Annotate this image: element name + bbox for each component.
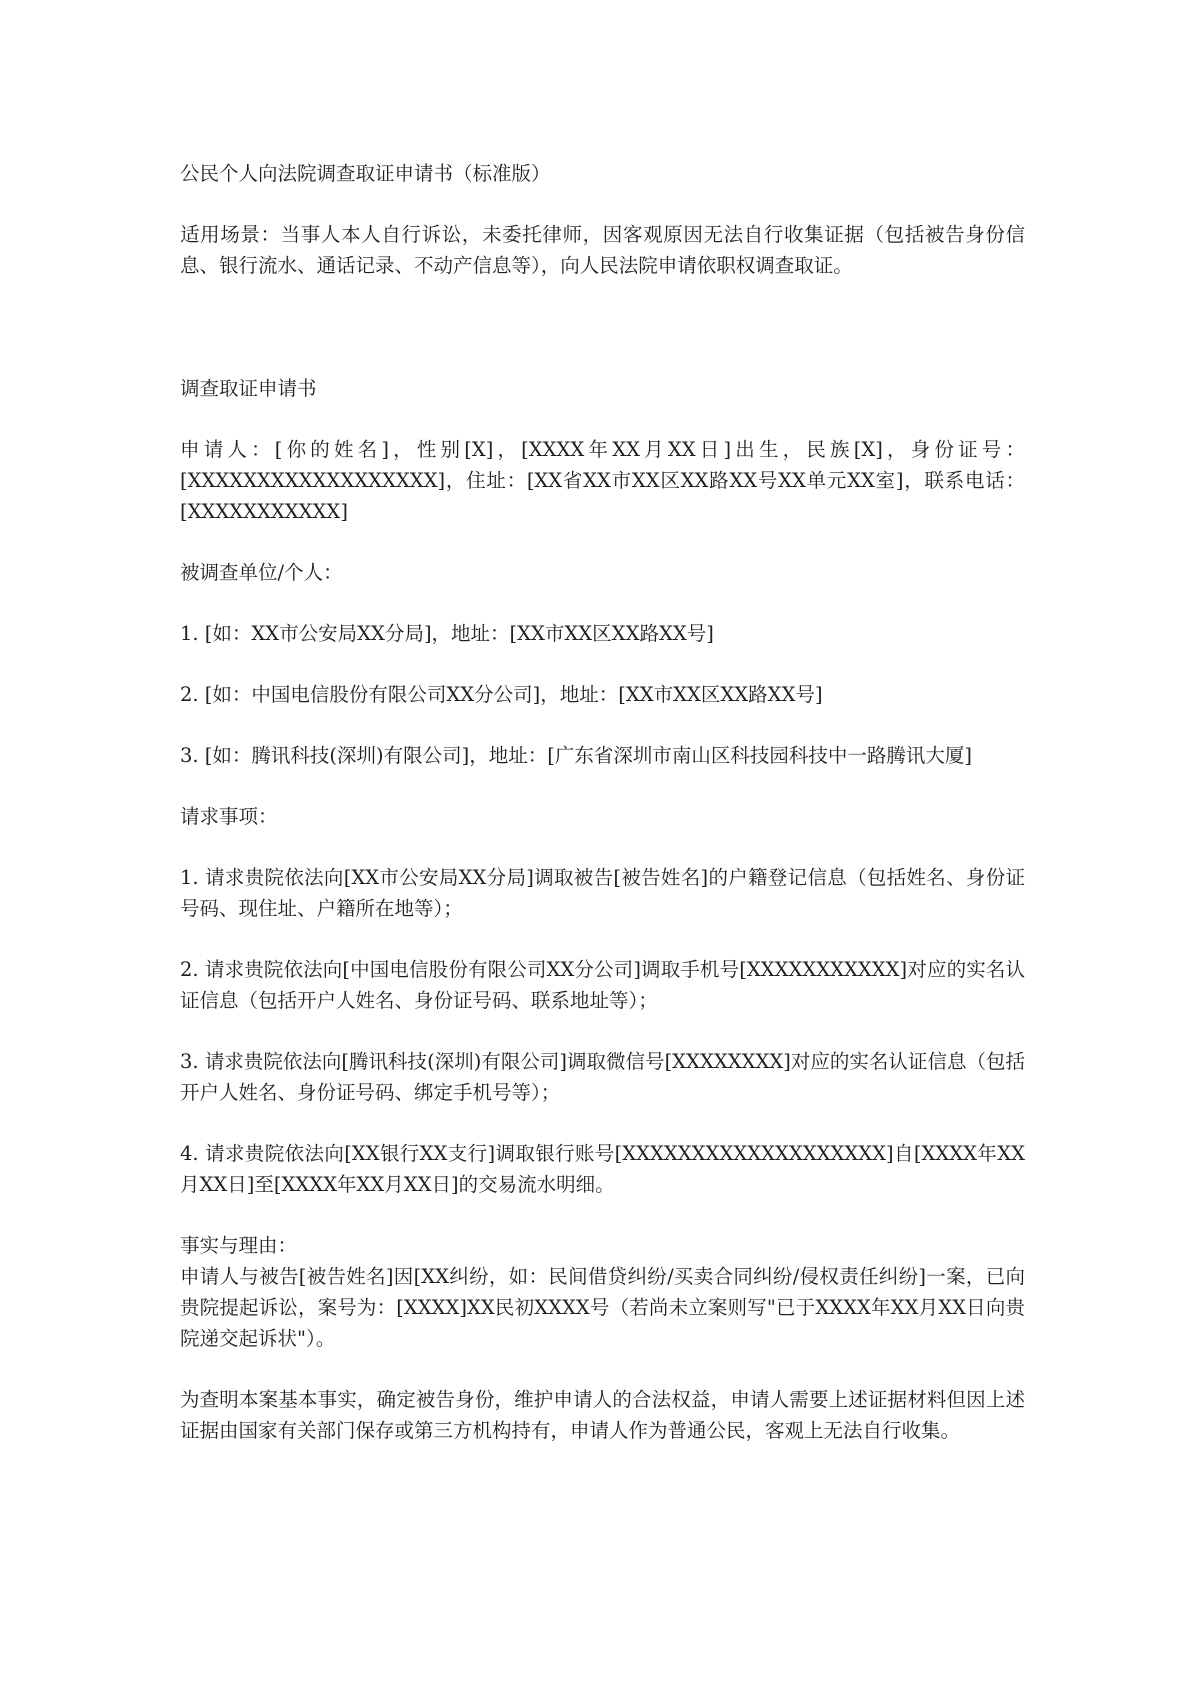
- facts-paragraph: 申请人与被告[被告姓名]因[XX纠纷，如：民间借贷纠纷/买卖合同纠纷/侵权责任纠纷]一案，已向贵院提起诉讼，案号为：[XXXX]XX民初XXXX号（若尚未立案则写"已于XXXX年XX月XX日向贵院递交起诉状"）。: [180, 1265, 1025, 1350]
- document-page: [180, 150, 1025, 1446]
- request-item: 1. 请求贵院依法向[XX市公安局XX分局]调取被告[被告姓名]的户籍登记信息（包括姓名、身份证号码、现住址、户籍所在地等）；: [180, 866, 1025, 920]
- investigated-item: 1. [如：XX市公安局XX分局]，地址：[XX市XX区XX路XX号]: [180, 622, 714, 645]
- facts-heading: 事实与理由：: [180, 1234, 298, 1257]
- investigated-item: 3. [如：腾讯科技(深圳)有限公司]，地址：[广东省深圳市南山区科技园科技中一路腾讯大厦]: [180, 744, 972, 767]
- requests-heading: 请求事项：: [180, 805, 278, 828]
- document-main-title: 公民个人向法院调查取证申请书（标准版）: [180, 162, 551, 185]
- request-item: 2. 请求贵院依法向[中国电信股份有限公司XX分公司]调取手机号[XXXXXXXXXXX]对应的实名认证信息（包括开户人姓名、身份证号码、联系地址等）；: [180, 958, 1025, 1012]
- investigated-heading: 被调查单位/个人：: [180, 561, 343, 584]
- request-item: 4. 请求贵院依法向[XX银行XX支行]调取银行账号[XXXXXXXXXXXXXXXXXXX]自[XXXX年XX月XX日]至[XXXX年XX月XX日]的交易流水明细。: [180, 1142, 1025, 1196]
- scenario-paragraph: 适用场景：当事人本人自行诉讼，未委托律师，因客观原因无法自行收集证据（包括被告身份信息、银行流水、通话记录、不动产信息等），向人民法院申请依职权调查取证。: [180, 223, 1025, 277]
- form-title: 调查取证申请书: [180, 377, 317, 400]
- request-item: 3. 请求贵院依法向[腾讯科技(深圳)有限公司]调取微信号[XXXXXXXX]对应的实名认证信息（包括开户人姓名、身份证号码、绑定手机号等）；: [180, 1050, 1025, 1104]
- investigated-item: 2. [如：中国电信股份有限公司XX分公司]，地址：[XX市XX区XX路XX号]: [180, 683, 823, 706]
- applicant-paragraph: 申请人：[你的姓名]，性别[X]，[XXXX年XX月XX日]出生，民族[X]，身份证号：[XXXXXXXXXXXXXXXXXX]，住址：[XX省XX市XX区XX路XX号XX单元XX室]，联系电话：[XXXXXXXXXXX]: [180, 438, 1025, 523]
- facts-paragraph: 为查明本案基本事实，确定被告身份，维护申请人的合法权益，申请人需要上述证据材料但因上述证据由国家有关部门保存或第三方机构持有，申请人作为普通公民，客观上无法自行收集。: [180, 1388, 1025, 1442]
